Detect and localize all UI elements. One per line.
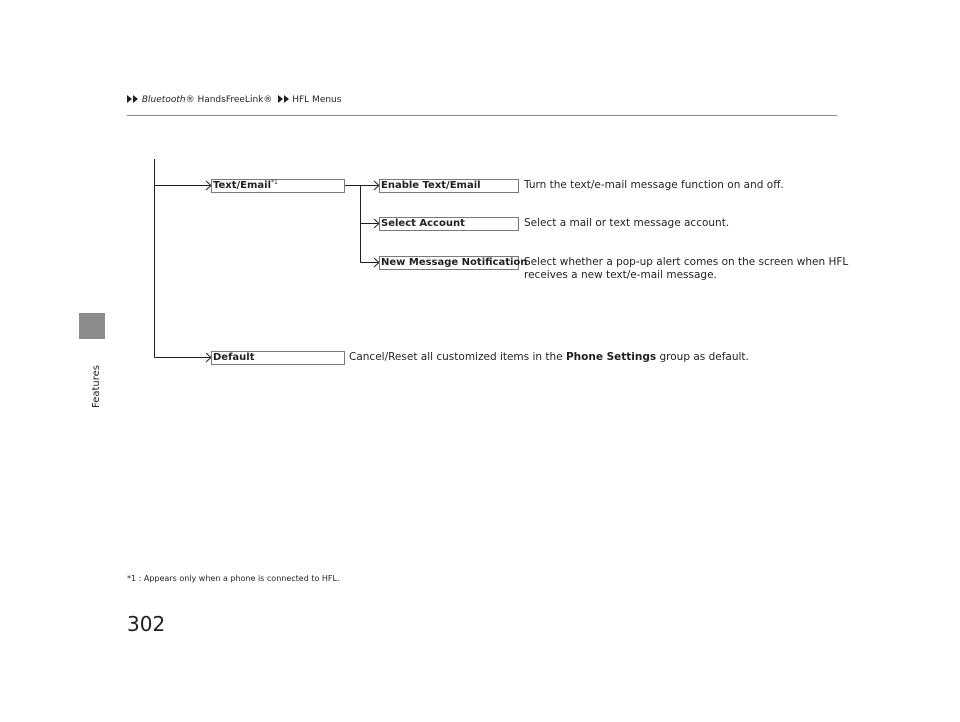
page-number: 302 — [127, 612, 166, 636]
default-description — [349, 351, 749, 364]
menu-item-text-email-label: Text/Email — [213, 180, 272, 191]
default-description-pre: Cancel/Reset all customized items in the — [349, 351, 566, 363]
menu-item-default-label: Default — [213, 352, 255, 363]
footnote-mark: *1 — [271, 179, 278, 186]
select-account-description: Select a mail or text message account. — [524, 217, 730, 229]
section-label: Features — [91, 365, 102, 408]
menu-item-text-email — [211, 179, 345, 193]
menu-item-default — [211, 351, 345, 365]
new-message-description-line2: receives a new text/e-mail message. — [524, 269, 717, 281]
default-description-bold: Phone Settings — [565, 351, 657, 363]
menu-item-new-message-label: New Message Notification — [381, 257, 528, 268]
menu-item-new-message-notification — [379, 256, 528, 270]
default-description-post: group as default. — [656, 351, 749, 363]
breadcrumb-hfl-menus: HFL Menus — [292, 95, 342, 105]
new-message-description-line1: Select whether a pop-up alert comes on the screen when HFL — [524, 256, 849, 268]
menu-item-select-account-label: Select Account — [381, 218, 465, 229]
menu-item-enable-text-email — [379, 179, 519, 193]
menu-item-select-account — [379, 217, 519, 231]
enable-description: Turn the text/e-mail message function on and off. — [524, 179, 784, 191]
breadcrumb-handsfreelink: ® HandsFreeLink® — [185, 95, 273, 105]
menu-item-enable-label: Enable Text/Email — [381, 180, 481, 191]
new-message-description — [524, 256, 848, 282]
footnote: *1 : Appears only when a phone is connected to HFL. — [127, 574, 340, 583]
breadcrumb-bluetooth: Bluetooth — [141, 95, 186, 105]
